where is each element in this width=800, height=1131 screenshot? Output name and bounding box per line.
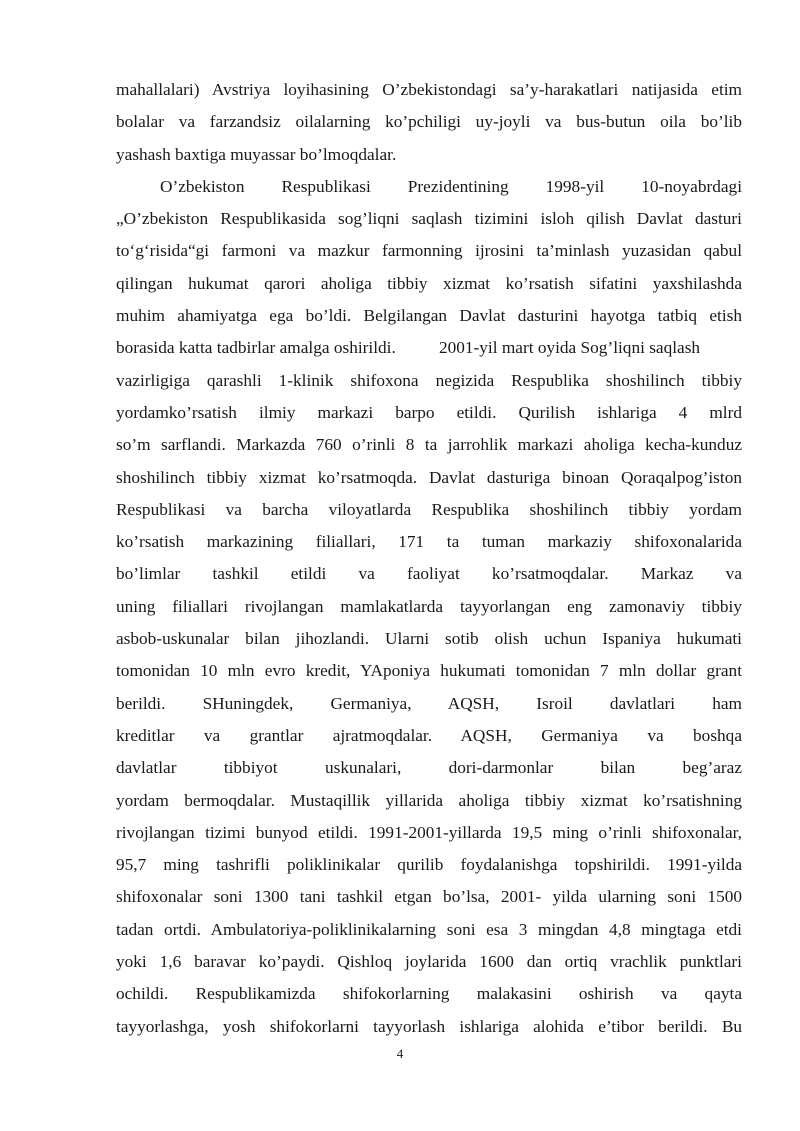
text-line: rivojlangan tizimi bunyod etildi. 1991-2001-yillarda 19,5 ming o’rinli shifoxonalar, [116, 822, 742, 842]
text-line: davlatlar tibbiyot uskunalari, dori-darmonlar bilan beg’araz [116, 758, 742, 778]
text-line: bolalar va farzandsiz oilalarning ko’pchiligi uy-joyli va bus-butun oila bo’lib [116, 112, 742, 132]
text-line: mahallalari) Avstriya loyihasining O’zbekistondagi sa’y-harakatlari natijasida etim [116, 80, 742, 99]
text-line: tayyorlashga, yosh shifokorlarni tayyorlash ishlariga alohida e’tibor berildi. Bu [116, 1016, 742, 1036]
text-line: ko’rsatish markazining filiallari, 171 ta tuman markaziy shifoxonalarida [116, 532, 742, 552]
text-line: muhim ahamiyatga ega bo’ldi. Belgilangan Davlat dasturini hayotga tatbiq etish [116, 306, 742, 326]
text-line: yordamko’rsatish ilmiy markazi barpo etildi. Qurilish ishlariga 4 mlrd [116, 402, 742, 422]
paragraph-first-line: O’zbekiston Respublikasi Prezidentining 1998-yil 10-noyabrdagi [160, 176, 742, 196]
text-line: borasida katta tadbirlar amalga oshirildi. 2001-yil mart oyida Sog’liqni saqlash [116, 338, 701, 358]
text-line: qilingan hukumat qarori aholiga tibbiy xizmat ko’rsatish sifatini yaxshilashda [116, 273, 742, 293]
text-line: bo’limlar tashkil etildi va faoliyat ko’rsatmoqdalar. Markaz va [116, 564, 742, 584]
body-text [116, 74, 742, 1043]
text-line: berildi. SHuningdek, Germaniya, AQSH, Isroil davlatlari ham [116, 693, 742, 713]
text-line: tomonidan 10 mln evro kredit, YAponiya hukumati tomonidan 7 mln dollar grant [116, 661, 742, 681]
text-line: „O’zbekiston Respublikasida sog’liqni saqlash tizimini isloh qilish Davlat dasturi [116, 209, 742, 229]
text-line: ochildi. Respublikamizda shifokorlarning malakasini oshirish va qayta [116, 984, 742, 1004]
text-line: kreditlar va grantlar ajratmoqdalar. AQSH, Germaniya va boshqa [116, 725, 742, 745]
text-line: to‘g‘risida“gi farmoni va mazkur farmonning ijrosini ta’minlash yuzasidan qabul [116, 241, 742, 261]
page-number: 4 [396, 1046, 404, 1061]
text-line: yordam bermoqdalar. Mustaqillik yillarida aholiga tibbiy xizmat ko’rsatishning [116, 790, 742, 810]
text-line: 95,7 ming tashrifli poliklinikalar qurilib foydalanishga topshirildi. 1991-yilda [116, 855, 742, 875]
text-line: so’m sarflandi. Markazda 760 o’rinli 8 ta jarrohlik markazi aholiga kecha-kunduz [116, 435, 742, 455]
text-line: yashash baxtiga muyassar bo’lmoqdalar. [116, 144, 397, 164]
text-line: asbob-uskunalar bilan jihozlandi. Ularni sotib olish uchun Ispaniya hukumati [116, 629, 742, 649]
text-line: Respublikasi va barcha viloyatlarda Respublika shoshilinch tibbiy yordam [116, 499, 742, 519]
text-line: tadan ortdi. Ambulatoriya-poliklinikalarning soni esa 3 mingdan 4,8 mingtaga etdi [116, 919, 742, 939]
text-line: yoki 1,6 baravar ko’paydi. Qishloq joylarida 1600 dan ortiq vrachlik punktlari [116, 952, 742, 972]
text-line: shoshilinch tibbiy xizmat ko’rsatmoqda. Davlat dasturiga binoan Qoraqalpog’iston [116, 467, 742, 487]
text-line: uning filiallari rivojlangan mamlakatlarda tayyorlangan eng zamonaviy tibbiy [116, 596, 742, 616]
text-line: shifoxonalar soni 1300 tani tashkil etgan bo’lsa, 2001- yilda ularning soni 1500 [116, 887, 742, 907]
text-line: vazirligiga qarashli 1-klinik shifoxona negizida Respublika shoshilinch tibbiy [116, 370, 742, 390]
